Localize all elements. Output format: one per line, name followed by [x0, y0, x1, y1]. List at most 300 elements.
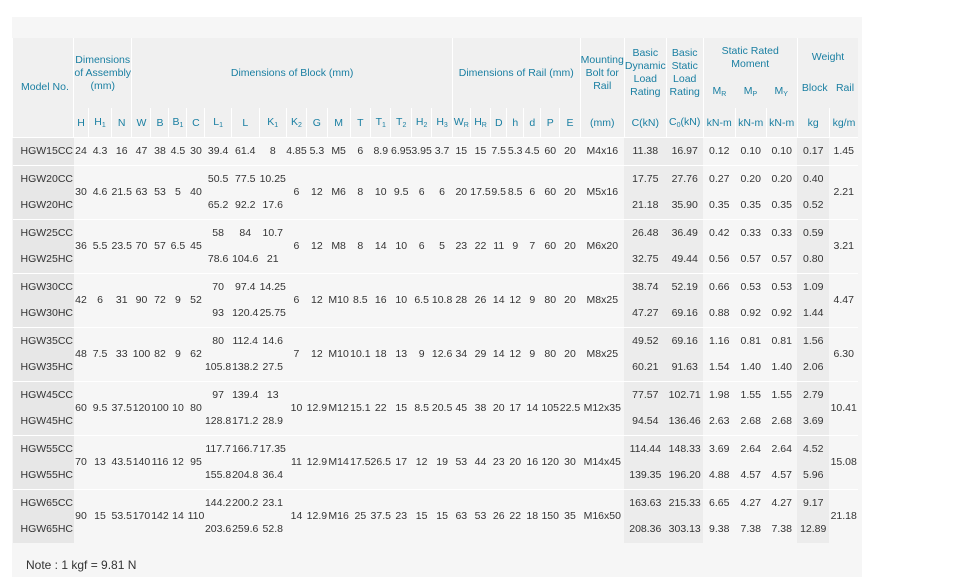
- dynamic-load-cell: 17.75: [624, 165, 666, 192]
- dimension-cell: 53: [151, 165, 169, 219]
- model-number-cell: HGW65HC: [13, 516, 74, 543]
- dimension-cell: 15: [89, 489, 112, 543]
- moment-mr-cell: 0.66: [703, 273, 735, 300]
- dimension-cell: 9: [524, 327, 541, 381]
- column-header-subscript: 0: [676, 122, 681, 129]
- column-header: [350, 108, 370, 138]
- dimension-cell: 142: [151, 489, 169, 543]
- dimension-cell: 53.5: [112, 489, 132, 543]
- moment-mp-cell: 1.55: [735, 381, 766, 408]
- dimension-cell: 3.7: [432, 138, 452, 166]
- dimension-cell: 57: [151, 219, 169, 273]
- dimension-cell: 45: [452, 381, 470, 435]
- static-load-cell: 91.63: [666, 354, 703, 381]
- model-number-cell: HGW20HC: [13, 192, 74, 219]
- dimension-cell: 26.5: [371, 435, 391, 489]
- dimension-l1-cell: 58: [205, 219, 231, 246]
- dimension-cell: 6: [286, 219, 306, 273]
- column-header-symbol: kN-m: [738, 116, 764, 129]
- dimension-cell: 82: [151, 327, 169, 381]
- column-header: [411, 108, 431, 138]
- dimension-cell: M10: [327, 327, 350, 381]
- model-number-cell: HGW30HC: [13, 300, 74, 327]
- dimension-cell: 15.1: [350, 381, 370, 435]
- moment-mp-cell: 0.53: [735, 273, 766, 300]
- model-number-cell: HGW55CC: [13, 435, 74, 462]
- dimension-cell: 6: [286, 273, 306, 327]
- moment-mp-cell: 4.57: [735, 462, 766, 489]
- column-header: [624, 108, 666, 138]
- dimension-cell: 23: [491, 435, 507, 489]
- dynamic-load-cell: 11.38: [624, 138, 666, 166]
- dimension-cell: 24: [74, 138, 89, 166]
- static-load-cell: 196.20: [666, 462, 703, 489]
- dimension-cell: 14: [491, 273, 507, 327]
- moment-mr-cell: 0.88: [703, 300, 735, 327]
- dimension-cell: 23.5: [112, 219, 132, 273]
- rail-weight-cell: 3.21: [829, 219, 858, 273]
- column-header: [307, 108, 327, 138]
- dimension-cell: 170: [132, 489, 151, 543]
- dimension-l-cell: 61.4: [231, 138, 259, 166]
- column-header: [541, 108, 560, 138]
- dimension-l-cell: 84: [231, 219, 259, 246]
- header-model-no: Model No.: [13, 38, 74, 138]
- column-header: [205, 108, 231, 138]
- dimension-cell: 63: [452, 489, 470, 543]
- dimension-l1-cell: 128.8: [205, 408, 231, 435]
- dimension-cell: 8.9: [371, 138, 391, 166]
- dimension-cell: 17.5: [470, 165, 490, 219]
- dimension-cell: 34: [452, 327, 470, 381]
- column-header: [470, 108, 490, 138]
- moment-mr-cell: 2.63: [703, 408, 735, 435]
- dimension-cell: 6: [350, 138, 370, 166]
- column-header-symbol: H: [474, 116, 482, 128]
- dimension-cell: 14: [371, 219, 391, 273]
- dimension-cell: 22.5: [560, 381, 580, 435]
- spec-table-body: [13, 138, 859, 543]
- table-row: [13, 435, 859, 462]
- dimension-cell: 30: [187, 138, 205, 166]
- static-load-cell: 69.16: [666, 300, 703, 327]
- dimension-k1-cell: 13: [259, 381, 286, 408]
- dimension-cell: 35: [560, 489, 580, 543]
- column-header-symbol: kg: [807, 116, 819, 129]
- moment-mr-label: [712, 85, 726, 101]
- header-dimensions-block: Dimensions of Block (mm): [132, 38, 452, 108]
- dimension-cell: 4.5: [524, 138, 541, 166]
- static-load-cell: 215.33: [666, 489, 703, 516]
- mounting-bolt-cell: M16x50: [580, 489, 624, 543]
- column-header: [74, 108, 89, 138]
- column-header-subscript: R: [463, 122, 469, 129]
- dimension-cell: M12: [327, 381, 350, 435]
- table-row: [13, 273, 859, 300]
- dimension-cell: 62: [187, 327, 205, 381]
- dynamic-load-cell: 208.36: [624, 516, 666, 543]
- dimension-l1-cell: 78.6: [205, 246, 231, 273]
- dimension-cell: 53: [452, 435, 470, 489]
- column-header: [735, 108, 766, 138]
- column-header-symbol: H: [415, 116, 424, 128]
- block-weight-cell: 5.96: [797, 462, 829, 489]
- column-header-symbol: B: [172, 116, 180, 128]
- dimension-cell: M5: [327, 138, 350, 166]
- dimension-cell: 60: [541, 219, 560, 273]
- dimension-cell: 37.5: [112, 381, 132, 435]
- header-static-rated-moment: [703, 38, 797, 108]
- moment-mp-cell: 0.57: [735, 246, 766, 273]
- column-header: [391, 108, 411, 138]
- header-dimensions-assembly: Dimensions of Assembly (mm): [74, 38, 132, 108]
- rail-weight-cell: 15.08: [829, 435, 858, 489]
- dynamic-load-cell: 94.54: [624, 408, 666, 435]
- column-header: [286, 108, 306, 138]
- moment-mp-cell: 0.81: [735, 327, 766, 354]
- column-header-subscript: 2: [402, 122, 407, 129]
- header-weight-label: Weight: [811, 51, 845, 63]
- dimension-cell: 45: [187, 219, 205, 273]
- moment-mr-cell: 0.27: [703, 165, 735, 192]
- dimension-cell: 5.3: [307, 138, 327, 166]
- dimension-cell: 7: [286, 327, 306, 381]
- dimension-cell: 40: [187, 165, 205, 219]
- moment-mr-cell: 0.12: [703, 138, 735, 166]
- dimension-l1-cell: 155.8: [205, 462, 231, 489]
- dimension-cell: 6: [524, 165, 541, 219]
- dimension-cell: 14: [286, 489, 306, 543]
- static-load-cell: 102.71: [666, 381, 703, 408]
- dimension-l-cell: 77.5: [231, 165, 259, 192]
- moment-my-cell: 0.57: [766, 246, 797, 273]
- mounting-bolt-cell: M4x16: [580, 138, 624, 166]
- column-header: [666, 108, 703, 138]
- model-number-cell: HGW55HC: [13, 462, 74, 489]
- dimension-cell: 19: [432, 435, 452, 489]
- dimension-cell: 36: [74, 219, 89, 273]
- moment-my-cell: 1.55: [766, 381, 797, 408]
- moment-my-cell: 0.53: [766, 273, 797, 300]
- static-load-cell: 35.90: [666, 192, 703, 219]
- mounting-bolt-cell: M8x25: [580, 327, 624, 381]
- dimension-cell: 17: [507, 381, 524, 435]
- dimension-cell: 5.5: [89, 219, 112, 273]
- column-header-symbol: T: [396, 116, 403, 128]
- weight-sub-labels: [798, 82, 859, 95]
- dimension-cell: 15: [411, 489, 431, 543]
- table-row: [13, 327, 859, 354]
- dimension-cell: 16: [112, 138, 132, 166]
- dimension-cell: 6: [411, 219, 431, 273]
- dimension-cell: 100: [151, 381, 169, 435]
- dimension-cell: 12: [507, 327, 524, 381]
- column-header: [112, 108, 132, 138]
- model-number-cell: HGW25CC: [13, 219, 74, 246]
- static-load-cell: 69.16: [666, 327, 703, 354]
- column-header-subscript: 1: [274, 122, 279, 129]
- dimension-cell: 20: [491, 381, 507, 435]
- dimension-cell: 80: [187, 381, 205, 435]
- column-header: [371, 108, 391, 138]
- dimension-cell: 16: [371, 273, 391, 327]
- column-header: [507, 108, 524, 138]
- dimension-cell: 95: [187, 435, 205, 489]
- dimension-l-cell: 112.4: [231, 327, 259, 354]
- rail-weight-cell: 4.47: [829, 273, 858, 327]
- dimension-cell: 10: [391, 219, 411, 273]
- dimension-k1-cell: 17.6: [259, 192, 286, 219]
- dimension-cell: 10: [371, 165, 391, 219]
- moment-my-cell: 0.35: [766, 192, 797, 219]
- dimension-cell: 42: [74, 273, 89, 327]
- dimension-k1-cell: 23.1: [259, 489, 286, 516]
- moment-mr-cell: 0.56: [703, 246, 735, 273]
- dimension-l1-cell: 93: [205, 300, 231, 327]
- dimension-cell: 53: [470, 489, 490, 543]
- model-number-cell: HGW65CC: [13, 489, 74, 516]
- dimension-cell: 9: [169, 327, 187, 381]
- dimension-cell: 22: [470, 219, 490, 273]
- dimension-cell: 17: [391, 435, 411, 489]
- dimension-l1-cell: 117.7: [205, 435, 231, 462]
- column-header-subscript: 3: [443, 122, 448, 129]
- dimension-cell: 15: [452, 138, 470, 166]
- dimension-l1-cell: 203.6: [205, 516, 231, 543]
- dynamic-load-cell: 77.57: [624, 381, 666, 408]
- dimension-cell: 43.5: [112, 435, 132, 489]
- dimension-cell: 12.9: [307, 489, 327, 543]
- dimension-cell: 116: [151, 435, 169, 489]
- dimension-cell: 10: [391, 273, 411, 327]
- dynamic-load-cell: 139.35: [624, 462, 666, 489]
- dynamic-load-cell: 163.63: [624, 489, 666, 516]
- dimension-cell: 12: [307, 327, 327, 381]
- block-weight-cell: 4.52: [797, 435, 829, 462]
- dimension-cell: 7.5: [89, 327, 112, 381]
- dimension-k1-cell: 21: [259, 246, 286, 273]
- moment-mr-cell: 3.69: [703, 435, 735, 462]
- block-weight-cell: 2.79: [797, 381, 829, 408]
- dimension-k1-cell: 36.4: [259, 462, 286, 489]
- moment-axis-labels: [704, 85, 797, 101]
- dimension-cell: 10: [169, 381, 187, 435]
- dimension-cell: 25: [350, 489, 370, 543]
- moment-my-cell: 7.38: [766, 516, 797, 543]
- dimension-cell: 7: [524, 219, 541, 273]
- column-header: [766, 108, 797, 138]
- dimension-cell: 13: [391, 327, 411, 381]
- dynamic-load-cell: 21.18: [624, 192, 666, 219]
- dimension-cell: 9: [411, 327, 431, 381]
- block-weight-cell: 0.52: [797, 192, 829, 219]
- column-header-subscript: 1: [179, 122, 184, 129]
- moment-mr-cell: 6.65: [703, 489, 735, 516]
- rail-weight-cell: 21.18: [829, 489, 858, 543]
- dimension-cell: 5: [169, 165, 187, 219]
- column-header: [432, 108, 452, 138]
- dimension-k1-cell: 25.75: [259, 300, 286, 327]
- dimension-l1-cell: 80: [205, 327, 231, 354]
- moment-mp-sub: P: [752, 91, 758, 98]
- dimension-cell: 22: [371, 381, 391, 435]
- moment-my-cell: 2.68: [766, 408, 797, 435]
- moment-mr-cell: 1.16: [703, 327, 735, 354]
- dimension-l-cell: 259.6: [231, 516, 259, 543]
- block-weight-cell: 9.17: [797, 489, 829, 516]
- table-row: [13, 138, 859, 166]
- dimension-cell: 23: [391, 489, 411, 543]
- dynamic-load-cell: 47.27: [624, 300, 666, 327]
- dimension-cell: 37.5: [371, 489, 391, 543]
- dimension-cell: 14: [169, 489, 187, 543]
- dimension-l-cell: 97.4: [231, 273, 259, 300]
- column-header: [187, 108, 205, 138]
- model-number-cell: HGW30CC: [13, 273, 74, 300]
- moment-mr-cell: 0.35: [703, 192, 735, 219]
- static-load-cell: 27.76: [666, 165, 703, 192]
- dimension-cell: 6.5: [411, 273, 431, 327]
- dimension-cell: 4.6: [89, 165, 112, 219]
- moment-my-cell: 0.81: [766, 327, 797, 354]
- column-header-symbol: L: [242, 116, 249, 129]
- moment-mr-sub: R: [721, 91, 727, 98]
- moment-my-sub: Y: [783, 91, 788, 98]
- dimension-cell: 18: [524, 489, 541, 543]
- dimension-cell: 9: [524, 273, 541, 327]
- block-weight-cell: 2.06: [797, 354, 829, 381]
- dynamic-load-cell: 32.75: [624, 246, 666, 273]
- dimension-l1-cell: 39.4: [205, 138, 231, 166]
- dimension-cell: 9.5: [491, 165, 507, 219]
- dimension-k1-cell: 17.35: [259, 435, 286, 462]
- dimension-l1-cell: 105.8: [205, 354, 231, 381]
- dimension-cell: 15: [432, 489, 452, 543]
- dimension-cell: 4.3: [89, 138, 112, 166]
- rail-weight-cell: 1.45: [829, 138, 858, 166]
- dimension-cell: 28: [452, 273, 470, 327]
- column-header-symbol: C(kN): [631, 116, 659, 129]
- column-header: [797, 108, 829, 138]
- column-header-symbol: W: [453, 116, 464, 128]
- dimension-cell: 80: [541, 327, 560, 381]
- dimension-cell: 6.5: [169, 219, 187, 273]
- unit-header-row: [13, 108, 859, 138]
- dimension-k1-cell: 14.25: [259, 273, 286, 300]
- dimension-cell: 8: [350, 165, 370, 219]
- moment-mp-cell: 2.64: [735, 435, 766, 462]
- dimension-cell: 22: [507, 489, 524, 543]
- dimension-cell: 29: [470, 327, 490, 381]
- dimension-cell: 10.8: [432, 273, 452, 327]
- column-header-symbol: H: [436, 116, 444, 128]
- dimension-cell: 9.5: [391, 165, 411, 219]
- block-weight-cell: 3.69: [797, 408, 829, 435]
- moment-my-cell: 0.33: [766, 219, 797, 246]
- column-header-symbol: H: [77, 116, 85, 129]
- dimension-cell: 8.5: [411, 381, 431, 435]
- column-header-symbol: kN-m: [769, 116, 795, 129]
- column-header-symbol: B: [156, 116, 164, 129]
- dimension-cell: 60: [541, 165, 560, 219]
- moment-mp-cell: 0.33: [735, 219, 766, 246]
- dynamic-load-cell: 26.48: [624, 219, 666, 246]
- dimension-k1-cell: 10.25: [259, 165, 286, 192]
- model-number-cell: HGW35CC: [13, 327, 74, 354]
- rail-weight-cell: 10.41: [829, 381, 858, 435]
- dimension-cell: 6: [89, 273, 112, 327]
- dimension-k1-cell: 10.7: [259, 219, 286, 246]
- dimension-cell: 14: [491, 327, 507, 381]
- moment-my-cell: 0.20: [766, 165, 797, 192]
- dimension-cell: 12: [307, 273, 327, 327]
- dimension-cell: 80: [541, 273, 560, 327]
- dimension-cell: 70: [132, 219, 151, 273]
- moment-mp-cell: 7.38: [735, 516, 766, 543]
- dimension-cell: 20: [507, 435, 524, 489]
- column-header-symbol: P: [546, 116, 554, 129]
- dimension-cell: 20: [560, 219, 580, 273]
- dimension-cell: M14: [327, 435, 350, 489]
- column-header: [169, 108, 187, 138]
- dimension-cell: 38: [470, 381, 490, 435]
- column-header-symbol: d: [529, 116, 536, 129]
- moment-mr-cell: 1.98: [703, 381, 735, 408]
- column-header: [524, 108, 541, 138]
- column-header-subscript: 1: [101, 122, 106, 129]
- moment-mp-cell: 1.40: [735, 354, 766, 381]
- column-header: [580, 108, 624, 138]
- dimension-cell: 6: [411, 165, 431, 219]
- dimension-cell: 11: [491, 219, 507, 273]
- dimension-cell: 12: [507, 273, 524, 327]
- dimension-l1-cell: 70: [205, 273, 231, 300]
- dimension-cell: 6: [432, 165, 452, 219]
- header-basic-dynamic-load: Basic Dynamic Load Rating: [624, 38, 666, 108]
- column-header: [89, 108, 112, 138]
- dimension-cell: 150: [541, 489, 560, 543]
- conversion-note: Note : 1 kgf = 9.81 N: [26, 558, 137, 572]
- moment-my-cell: 4.57: [766, 462, 797, 489]
- dimension-l-cell: 200.2: [231, 489, 259, 516]
- dimension-cell: 60: [541, 138, 560, 166]
- dimension-cell: 90: [74, 489, 89, 543]
- hgw-specification-table: [12, 38, 858, 543]
- dimension-k1-cell: 8: [259, 138, 286, 166]
- dimension-cell: 120: [132, 381, 151, 435]
- moment-mp-cell: 4.27: [735, 489, 766, 516]
- dimension-cell: 20.5: [432, 381, 452, 435]
- dimension-cell: 72: [151, 273, 169, 327]
- mounting-bolt-cell: M5x16: [580, 165, 624, 219]
- dimension-cell: M16: [327, 489, 350, 543]
- moment-mr-letter: M: [712, 85, 722, 97]
- dimension-cell: 3.95: [411, 138, 431, 166]
- column-header: [151, 108, 169, 138]
- dimension-cell: 8.5: [350, 273, 370, 327]
- dimension-cell: 70: [74, 435, 89, 489]
- dimension-cell: 12.9: [307, 381, 327, 435]
- moment-mp-cell: 0.35: [735, 192, 766, 219]
- column-header-symbol: (mm): [590, 116, 615, 129]
- column-header-symbol: h: [512, 116, 519, 129]
- dimension-cell: 63: [132, 165, 151, 219]
- dimension-l-cell: 104.6: [231, 246, 259, 273]
- dimension-cell: 20: [452, 165, 470, 219]
- dimension-cell: 47: [132, 138, 151, 166]
- column-header-symbol: W: [136, 116, 147, 129]
- column-header-subscript: 1: [382, 122, 386, 129]
